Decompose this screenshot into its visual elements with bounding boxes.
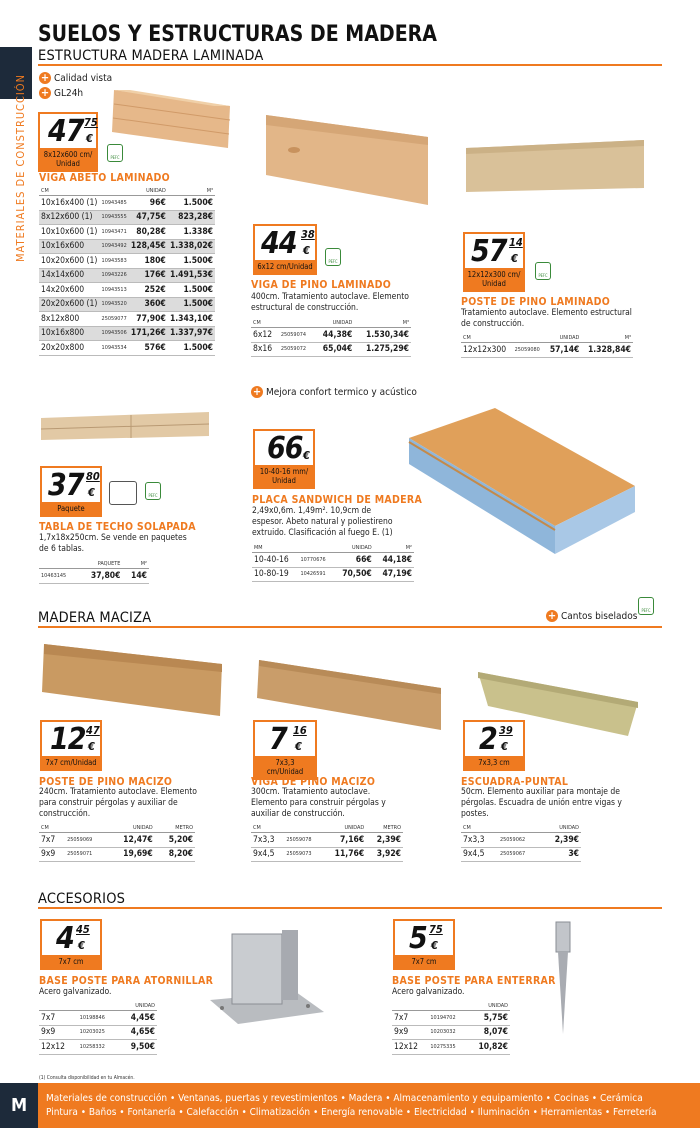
table-cell: 10x16x800 [39,326,100,341]
table-row [461,847,581,862]
divider [38,907,662,909]
price-tag: 7 16 € 7x3,3 cm/Unidad [253,720,317,780]
table-cell: 8x12x600 (1) [39,210,100,225]
table-cell: 96€ [129,196,168,211]
sandwich-panel-image [405,408,637,556]
table-cell: 25059073 [284,847,322,862]
product-desc: 240cm. Tratamiento autoclave. Elemento para construir pérgolas y auxiliar de construcción. [39,787,197,819]
table-cell: 7,16€ [322,833,366,848]
page-title: SUELOS Y ESTRUCTURAS DE MADERA [38,22,438,47]
product-desc: 300cm. Tratamiento autoclave. Elemento para construir pérgolas y auxiliar de construcción. [251,787,386,819]
product-desc: 1,7x18x250cm. Se vende en paquetes de 6 tablas. [39,533,187,554]
price-tag: 2 39 € 7x3,3 cm [463,720,525,771]
table-cell: 1.275,29€ [354,342,411,357]
table-row [461,833,581,848]
table-cell: 10943226 [100,268,129,283]
table-cell: 10x10x600 (1) [39,225,100,240]
table-cell: 1.338,02€ [168,239,215,254]
table-cell: 25059074 [279,328,314,343]
product-name: TABLA DE TECHO SOLAPADA [39,521,196,533]
table-row [252,567,414,582]
table-cell: 7x7 [39,833,65,848]
side-label: MATERIALES DE CONSTRUCCIÓN [14,74,27,262]
pefc-logo: PEFC [325,248,341,266]
table-cell: 25059071 [65,847,107,862]
product-desc: Tratamiento autoclave. Elemento estructural de construcción. [461,308,632,329]
table-cell: 47,75€ [129,210,168,225]
table-cell: 7x3,3 [461,833,498,848]
product-name: BASE POSTE PARA ATORNILLAR [39,975,214,987]
table-cell: 25059062 [498,833,540,848]
table-cell: 12x12 [392,1040,428,1055]
table-cell: 1.491,53€ [168,268,215,283]
table-cell: 12x12 [39,1040,78,1055]
pine-beam-image [264,115,430,207]
price-table: UNIDAD 7x7 10194702 5,75€ 9x9 10203032 8,07€ 12x12 10275335 10,82€ [392,1002,510,1055]
table-cell: 10943513 [100,283,129,298]
product-name: ESCUADRA-PUNTAL [461,776,569,788]
price-table: CM UNIDAD 7x3,3 25059062 2,39€ 9x4,5 25059067 3€ [461,824,581,862]
footer-categories-2: Pintura • Baños • Fontanería • Calefacción • Climatización • Energía renovable • Electricidad • Iluminación • Herramientas • Ferretería [46,1107,657,1118]
table-cell: 8x16 [251,342,279,357]
footer-categories-1: Materiales de construcción • Ventanas, puertas y revestimientos • Madera • Almacenamiento y equipamiento • Cocinas • Cerámica [46,1093,643,1104]
table-row [251,833,403,848]
price-tag: 37 80 € Paquete [40,466,102,517]
ceiling-board-image [41,412,211,442]
table-row [39,1025,157,1040]
table-cell: 25059077 [100,312,129,327]
pefc-logo: PEFC [145,482,161,500]
table-cell: 66€ [334,553,374,568]
price-table: CM UNIDAD METRO 7x3,3 25059078 7,16€ 2,39€ 9x4,5 25059073 11,76€ 3,92€ [251,824,403,862]
table-row [39,1040,157,1055]
table-row [392,1040,510,1055]
section-title-maciza: MADERA MACIZA [38,610,152,626]
plus-icon: + [40,71,50,84]
table-cell: 57,14€ [545,343,582,358]
divider [38,626,662,628]
pefc-logo: PEFC [107,144,123,162]
table-cell: 10943520 [100,297,129,312]
table-cell: 20x20x600 (1) [39,297,100,312]
table-cell: 19,69€ [107,847,155,862]
table-cell: 1.343,10€ [168,312,215,327]
table-row [39,283,215,298]
table-cell: 180€ [129,254,168,269]
table-cell: 8,20€ [155,847,195,862]
table-row [251,847,403,862]
table-cell: 10x16x400 (1) [39,196,100,211]
table-cell: 9x4,5 [251,847,284,862]
table-cell: 10770676 [298,553,333,568]
table-cell: 2,39€ [540,833,581,848]
table-cell: 576€ [129,341,168,356]
feature-calidad: + Calidad vista [40,71,113,84]
feature-biselados: + Cantos biselados [547,609,638,622]
table-cell: 10943485 [100,196,129,211]
table-cell: 2,39€ [366,833,403,848]
brand-logo: M [0,1083,38,1128]
table-cell: 7x7 [39,1011,78,1026]
product-name: POSTE DE PINO LAMINADO [461,296,611,308]
table-row [39,847,195,862]
laminated-beam-image [110,90,234,152]
table-cell: 1.500€ [168,341,215,356]
plus-icon: + [547,609,557,622]
price-tag: 47 75 € 8x12x600 cm/ Unidad [38,112,98,172]
table-cell: 8,07€ [466,1025,510,1040]
product-desc: 400cm. Tratamiento autoclave. Elemento estructural de construcción. [251,292,409,313]
table-cell: 4,65€ [118,1025,157,1040]
price-table: MM UNIDAD M² 10-40-16 10770676 66€ 44,18€ 10-80-19 10426591 70,50€ 47,19€ [252,544,414,582]
table-cell: 10258332 [78,1040,118,1055]
table-cell: 25059078 [284,833,322,848]
table-row [392,1011,510,1026]
table-row [251,342,411,357]
table-cell: 5,75€ [466,1011,510,1026]
table-cell: 9x9 [392,1025,428,1040]
table-cell: 77,90€ [129,312,168,327]
table-row [39,268,215,283]
pine-post-image [464,140,646,195]
table-cell: 176€ [129,268,168,283]
table-cell: 44,18€ [374,553,414,568]
table-cell: 25059067 [498,847,540,862]
table-cell: 10275335 [428,1040,466,1055]
table-cell: 10x20x600 (1) [39,254,100,269]
table-cell: 4,45€ [118,1011,157,1026]
pefc-logo: PEFC [535,262,551,280]
product-desc: Acero galvanizado. [39,987,112,997]
plus-icon: + [252,385,262,398]
product-name: VIGA DE PINO MACIZO [251,776,376,788]
price-tag: 66 € 10-40-16 mm/ Unidad [253,429,315,489]
table-cell: 1.500€ [168,297,215,312]
table-row [39,225,215,240]
table-row [392,1025,510,1040]
table-cell: 14x14x600 [39,268,100,283]
table-cell: 1.500€ [168,254,215,269]
product-desc: Acero galvanizado. [392,987,465,997]
table-cell: 37,80€ [78,569,123,584]
table-cell: 252€ [129,283,168,298]
table-row [39,239,215,254]
table-cell: 10943492 [100,239,129,254]
table-cell: 171,26€ [129,326,168,341]
table-cell: 20x20x800 [39,341,100,356]
solid-post-image [40,644,224,718]
pefc-logo: PEFC [638,597,654,615]
table-cell: 25059072 [279,342,314,357]
table-cell: 9,50€ [118,1040,157,1055]
feature-confort: + Mejora confort termico y acústico [252,385,417,398]
table-cell: 8x12x800 [39,312,100,327]
table-row [39,833,195,848]
table-cell: 14€ [122,569,149,584]
table-cell: 12,47€ [107,833,155,848]
table-cell: 80,28€ [129,225,168,240]
table-cell: 1.338€ [168,225,215,240]
table-row [39,341,215,356]
section-title-laminada: ESTRUCTURA MADERA LAMINADA [38,48,264,64]
table-row [251,328,411,343]
table-cell: 10463145 [39,569,78,584]
table-cell: 9x9 [39,847,65,862]
table-cell: 10,82€ [466,1040,510,1055]
table-cell: 823,28€ [168,210,215,225]
table-row [39,312,215,327]
table-cell: 7x7 [392,1011,428,1026]
table-cell: 10-80-19 [252,567,298,582]
footnote: (1) Consulta disponibilidad en tu Almacén. [39,1075,135,1081]
price-tag: 57 14 € 12x12x300 cm/ Unidad [463,232,525,292]
table-row [252,553,414,568]
table-cell: 47,19€ [374,567,414,582]
table-cell: 10194702 [428,1011,466,1026]
price-tag: 4 45 € 7x7 cm [40,919,102,970]
table-cell: 10943471 [100,225,129,240]
price-tag: 5 75 € 7x7 cm [393,919,455,970]
product-name: POSTE DE PINO MACIZO [39,776,173,788]
table-cell: 1.530,34€ [354,328,411,343]
table-row [39,326,215,341]
table-row [39,569,149,584]
table-cell: 11,76€ [322,847,366,862]
price-table: CM UNIDAD M³ 12x12x300 25059080 57,14€ 1.328,84€ [461,334,633,358]
table-cell: 12x12x300 [461,343,513,358]
table-cell: 3€ [540,847,581,862]
footer-bar [0,1083,700,1128]
table-cell: 10x16x600 [39,239,100,254]
table-cell: 65,04€ [314,342,354,357]
plus-icon: + [40,86,50,99]
product-desc: 50cm. Elemento auxiliar para montaje de pérgolas. Escuadra de unión entre vigas y postes. [461,787,622,819]
price-tag: 44 38 € 6x12 cm/Unidad [253,224,317,275]
profile-icon [109,481,137,505]
table-cell: 25059080 [513,343,545,358]
feature-gl24h: + GL24h [40,86,84,99]
product-name: PLACA SANDWICH DE MADERA [252,494,423,506]
divider [38,64,662,66]
table-cell: 3,92€ [366,847,403,862]
table-cell: 1.500€ [168,283,215,298]
price-table: CM UNIDAD M³ 6x12 25059074 44,38€ 1.530,34€ 8x16 25059072 65,04€ 1.275,29€ [251,319,411,357]
table-cell: 10198846 [78,1011,118,1026]
table-row [39,297,215,312]
table-cell: 9x9 [39,1025,78,1040]
table-row [39,196,215,211]
table-cell: 10203025 [78,1025,118,1040]
table-cell: 6x12 [251,328,279,343]
table-row [39,1011,157,1026]
table-row [39,254,215,269]
table-cell: 70,50€ [334,567,374,582]
table-cell: 360€ [129,297,168,312]
price-tag: 12 47 € 7x7 cm/Unidad [40,720,102,771]
table-cell: 10203032 [428,1025,466,1040]
table-cell: 10426591 [298,567,333,582]
table-cell: 10943534 [100,341,129,356]
table-cell: 128,45€ [129,239,168,254]
table-cell: 25059069 [65,833,107,848]
table-cell: 7x3,3 [251,833,284,848]
screw-base-image [200,926,330,1036]
product-name: BASE POSTE PARA ENTERRAR [392,975,556,987]
table-cell: 44,38€ [314,328,354,343]
price-table: UNIDAD 7x7 10198846 4,45€ 9x9 10203025 4,65€ 12x12 10258332 9,50€ [39,1002,157,1055]
table-cell: 1.337,97€ [168,326,215,341]
price-table: CM UNIDAD METRO 7x7 25059069 12,47€ 5,20€ 9x9 25059071 19,69€ 8,20€ [39,824,195,862]
product-desc: 2,49x0,6m. 1,49m². 10,9cm de espesor. Abeto natural y poliestireno extruido. Clasificación al fuego E. (1) [252,506,393,538]
table-row [461,343,633,358]
price-table: PAQUETE M² 10463145 37,80€ 14€ [39,560,149,584]
table-cell: 1.500€ [168,196,215,211]
table-cell: 10-40-16 [252,553,298,568]
table-row [39,210,215,225]
product-name: VIGA ABETO LAMINADO [39,172,170,184]
table-cell: 5,20€ [155,833,195,848]
table-cell: 10943583 [100,254,129,269]
product-name: VIGA DE PINO LAMINADO [251,279,392,291]
table-cell: 10943506 [100,326,129,341]
section-title-accesorios: ACCESORIOS [38,891,126,907]
price-table: CM UNIDAD M³ 10x16x400 (1) 10943485 96€ 1.500€ 8x12x600 (1) 10943555 47,75€ 823,28€ 10x10x600 (1) 10943471 80,28€ 1.338€ 10x16x600 10943492 128,45€ 1.338,02€ 10x20x600 (1) 10943583 180€ 1.500€ 14x14x600 10943226 176€ 1.491,53€ 14x20x600 10943513 252€ 1.500€ 20x20x600 (1) 10943520 360€ 1.500€ 8x12x800 25059077 77,90€ 1.343,10€ 10x16x800 10943506 171,26€ 1.337,97€ 20x20x800 10943534 576€ 1.500€ [39,187,215,356]
table-cell: 1.328,84€ [581,343,633,358]
table-cell: 14x20x600 [39,283,100,298]
table-cell: 9x4,5 [461,847,498,862]
table-cell: 10943555 [100,210,129,225]
